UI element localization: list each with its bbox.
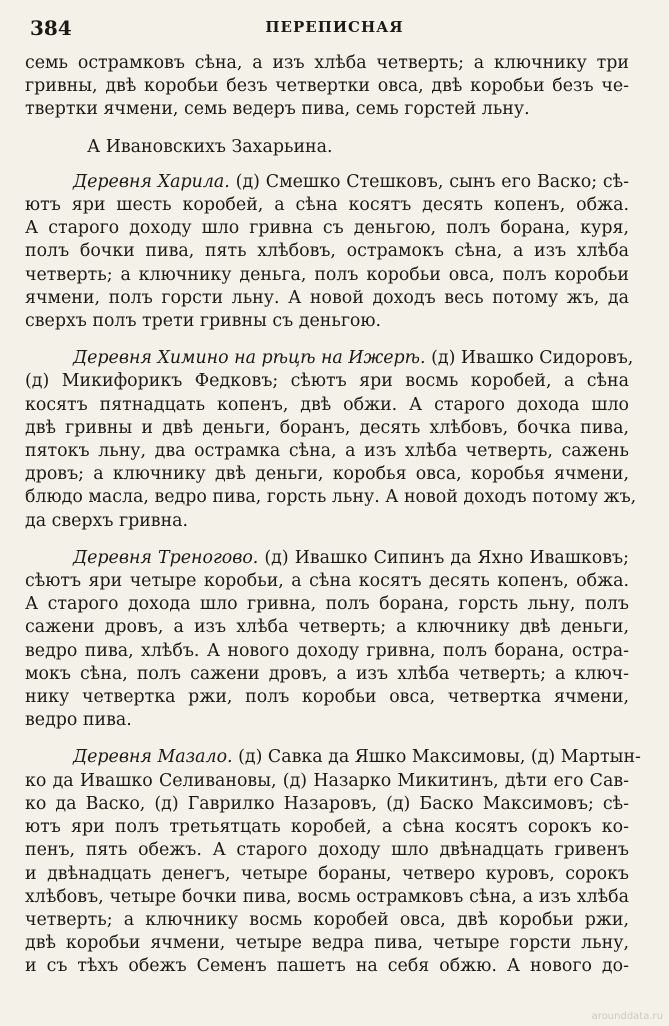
text-fragment: (д) Савка да Яшко Максимовы, (д) Мартын-: [232, 747, 641, 768]
text-line: ютъ яри полъ третьятцать коробей, а сѣна косятъ сорокъ ко-: [25, 817, 629, 838]
text-line: мокъ сѣна, полъ сажени дровъ, а изъ хлѣба четверть; а ключ-: [25, 663, 629, 684]
text-line: сажени дровъ, а изъ хлѣба четверть; а ключнику двѣ деньги,: [25, 617, 629, 638]
text-line: пятокъ льну, два острамка сѣна, а изъ хлѣба четверть, сажень: [25, 441, 629, 462]
text-line: косятъ пятнадцать копенъ, двѣ обжи. А старого дохода шло: [25, 394, 629, 415]
text-line: блюдо масла, ведро пива, горсть льну. А новой доходъ потому жъ,: [25, 487, 637, 508]
text-line: ячмени, полъ горсти льну. А новой доходъ весь потому жъ, да: [25, 287, 629, 308]
text-line: ведро пива, хлѣбъ. А нового доходу гривна, полъ борана, остра-: [25, 640, 629, 661]
paragraph-continuation: [25, 52, 629, 122]
text-line: А старого дохода шло гривна, полъ борана, горсть льну, полъ: [25, 594, 629, 615]
text-line: хлѣбовъ, четыре бочки пива, восмь острамковъ сѣна, а изъ хлѣба: [25, 886, 629, 907]
text-line: полъ бочки пива, пять хлѣбовъ, острамокъ сѣна, а изъ хлѣба: [25, 241, 629, 262]
village-entry-trenogovo: [25, 547, 629, 733]
text-line: дровъ; а ключнику двѣ деньги, коробья овса, коробья ячмени,: [25, 464, 629, 485]
text-line: [25, 347, 634, 370]
village-name: Деревня Треногово.: [73, 547, 259, 568]
village-entry-kharila: [25, 171, 629, 333]
text-line: нику четвертка ржи, полъ коробьи овса, четвертка ячмени,: [25, 687, 629, 708]
text-line: да сверхъ гривна.: [25, 510, 189, 531]
page-body: [25, 52, 641, 993]
text-line: двѣ коробьи ячмени, четыре ведра пива, четыре горсти льну,: [25, 933, 629, 954]
section-subheading: А Ивановскихъ Захарьина.: [87, 136, 333, 157]
text-line: (д) Микифорикъ Федковъ; сѣютъ яри восмь коробей, а сѣна: [25, 371, 629, 392]
text-line: ведро пива.: [25, 710, 132, 731]
running-head: ПЕРЕПИСНАЯ: [265, 18, 404, 36]
text-fragment: (д) Ивашко Сидоровъ,: [425, 348, 634, 369]
text-line: гривны, двѣ коробьи безъ четвертки овса, двѣ коробьи безъ че-: [25, 76, 629, 97]
text-line: семь острамковъ сѣна, а изъ хлѣба четверть; а ключнику три: [25, 53, 629, 73]
text-line: четверть; а ключнику деньга, полъ коробьи овса, полъ коробьи: [25, 264, 629, 285]
text-line: [25, 746, 641, 769]
page-header: [0, 16, 669, 42]
text-line: двѣ гривны и двѣ деньги, боранъ, десять хлѣбовъ, бочка пива,: [25, 417, 629, 438]
watermark: arounddata.ru: [591, 1011, 663, 1022]
text-line: ко да Ивашко Селивановы, (д) Назарко Микитинъ, дѣти его Сав-: [25, 770, 629, 791]
text-line: ютъ яри шесть коробей, а сѣна косятъ десять копенъ, обжа.: [25, 195, 629, 216]
village-name: Деревня Мазало.: [73, 747, 233, 768]
page-number: 384: [30, 16, 72, 40]
text-line: сѣютъ яри четыре коробьи, а сѣна косятъ десять копенъ, обжа.: [25, 571, 629, 592]
text-fragment: (д) Ивашко Сипинъ да Яхно Ивашковъ;: [258, 547, 629, 568]
text-line: твертки ячмени, семь ведеръ пива, семь горстей льну.: [25, 99, 530, 120]
village-entry-mazalo: [25, 746, 641, 978]
text-line: пенъ, пять обежъ. А старого доходу шло двѣнадцать гривенъ: [25, 840, 629, 861]
text-line: [25, 171, 629, 194]
text-line: ко да Васко, (д) Гаврилко Назаровъ, (д) Баско Максимовъ; сѣ-: [25, 793, 629, 814]
text-line: и съ тѣхъ обежъ Семенъ пашетъ на себя обжю. А нового до-: [25, 956, 629, 977]
text-line: сверхъ полъ трети гривны съ деньгою.: [25, 311, 382, 332]
text-fragment: (д) Смешко Стешковъ, сынъ его Васко; сѣ-: [229, 171, 630, 192]
text-line: четверть; а ключнику восмь коробей овса, двѣ коробьи ржи,: [25, 909, 629, 930]
text-line: и двѣнадцать денегъ, четыре бораны, четверо куровъ, сорокъ: [25, 863, 629, 884]
text-line: А старого доходу шло гривна съ деньгою, полъ борана, куря,: [25, 218, 629, 239]
village-name: Деревня Химино на рѣцѣ на Ижерѣ.: [73, 348, 426, 369]
village-name: Деревня Харила.: [73, 171, 230, 192]
village-entry-khimino: [25, 347, 637, 533]
text-line: [25, 547, 629, 570]
